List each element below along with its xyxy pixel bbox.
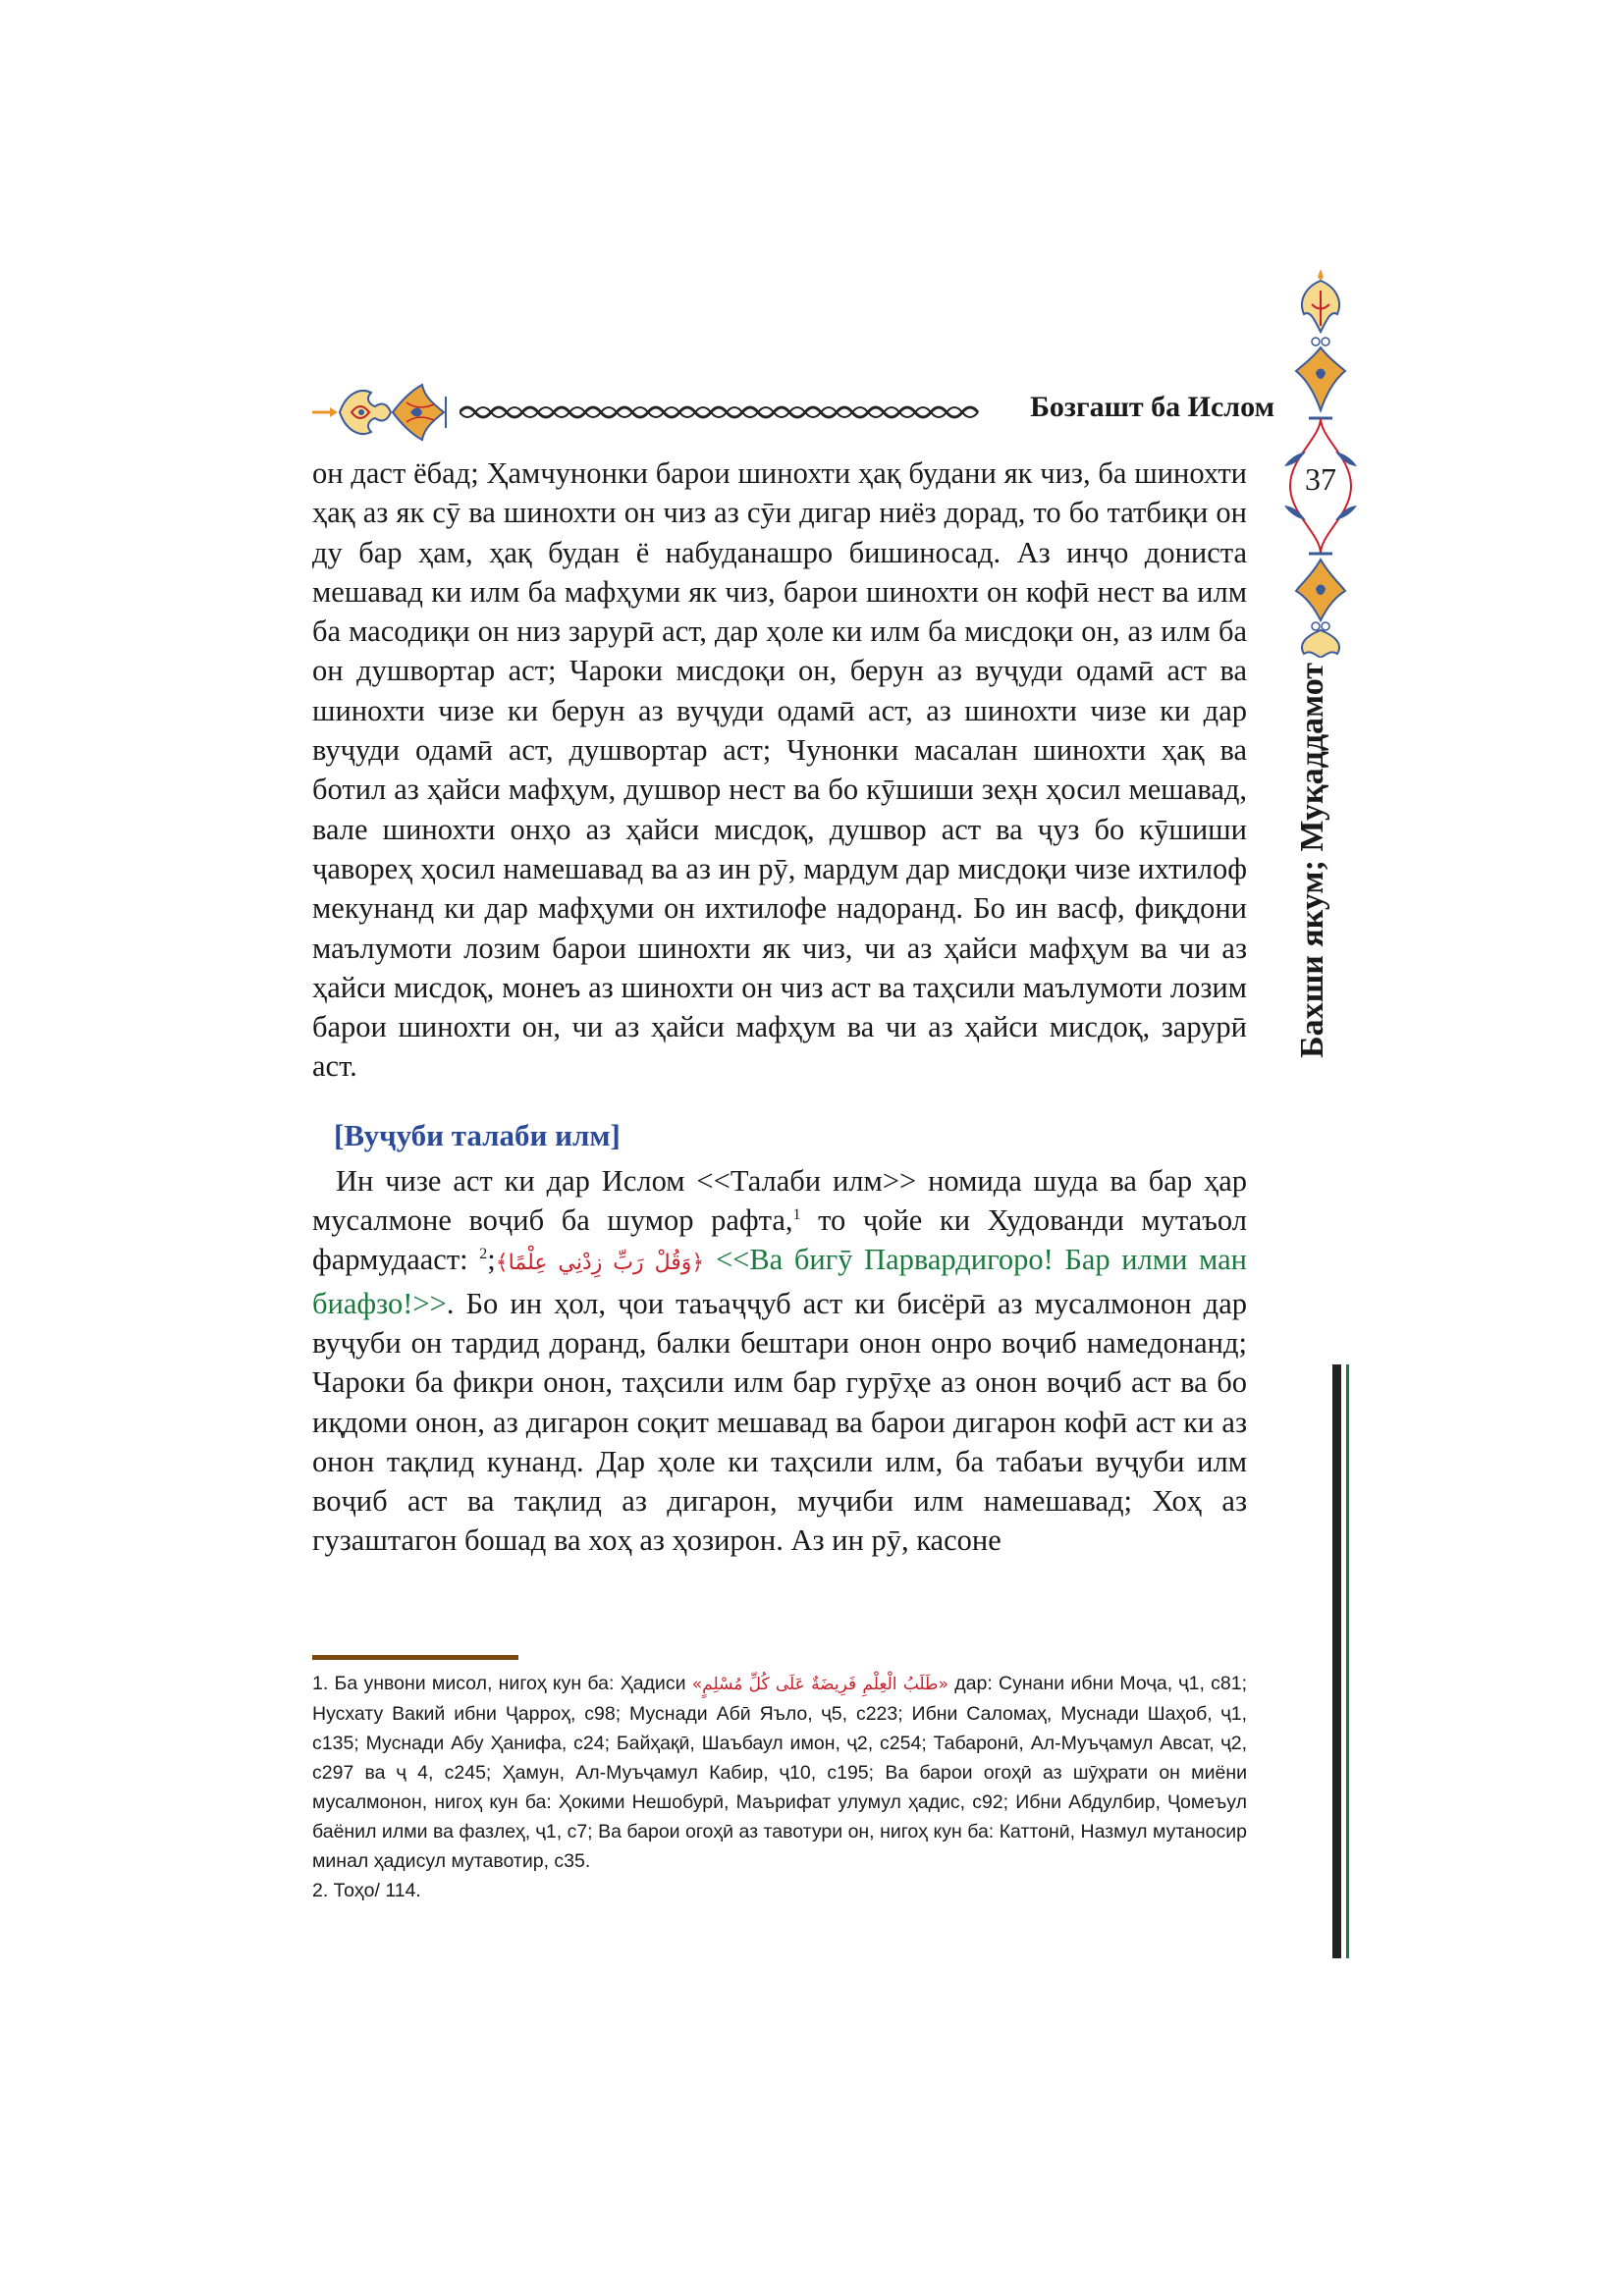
side-bar-green bbox=[1346, 1364, 1349, 1958]
side-column bbox=[1276, 265, 1365, 1993]
text-run: . Бо ин ҳол, ҷои таъаҷҷуб аст ки бисёрӣ аз мусалмонон дар вуҷуби он тардид доранд, балки бештари онон онро воҷиб намедонанд; Чароки ба фикри онон, таҳсили илм бар гурӯҳе аз онон воҷиб аст ва бо иқдоми онон, аз дигарон соқит мешавад ва барои дигарон кофӣ аст ки аз онон тақлид кунанд. Дар ҳоле ки таҳсили илм, ба табаъи вуҷуби илм воҷиб аст ва тақлид аз дигарон, муҷиби илм намешавад; Хоҳ аз гузаштагон бошад ва хоҳ аз ҳозирон. Аз ин рӯ, касоне bbox=[312, 1286, 1247, 1558]
running-title: Бозгашт ба Ислом bbox=[1030, 391, 1274, 423]
text-run: дар: Сунани ибни Моҷа, ҷ1, с81; Нусхату Вакий ибни Ҷарроҳ, с98; Муснади Абӣ Яъло, ҷ5, с223; Ибни Саломаҳ, Муснади Шаҳоб, ҷ1, с135; Муснади Абу Ҳанифа, с24; Байҳақӣ, Шаъбаул имон, ҷ2, с254; Табаронӣ, Ал-Муъҷамул Авсат, ҷ2, с297 ва ҷ 4, с245; Ҳамун, Ал-Муъҷамул Кабир, ҷ10, с195; Ва барои огоҳӣ аз шӯҳрати он миёни мусалмонон, нигоҳ кун ба: Ҳокими Нешобурӣ, Маърифат улумул ҳадис, с92; Ибни Абдулбир, Ҷомеъул баёнил илми ва фазлеҳ, ҷ1, с7; Ва барои огоҳӣ аз тавотури он, нигоҳ кун ба: Каттонӣ, Назмул мутаносир минал ҳадисул мутавотир, с35. bbox=[312, 1673, 1247, 1872]
section-heading: [Вуҷуби талаби илм] bbox=[334, 1117, 621, 1152]
footnote-1 bbox=[312, 1669, 1247, 1876]
section-side-title: Бахши якум; Муқаддамот bbox=[1294, 663, 1330, 1058]
verse-translation: <<Ва бигӯ Парвардигоро! Бар илми ман биафзо!>> bbox=[312, 1243, 1247, 1320]
text-run: Ин чизе аст ки дар Ислом <<Талаби илм>> номида шуда ва бар ҳар мусалмоне воҷиб ба шумор рафта, bbox=[312, 1163, 1247, 1238]
page-header bbox=[312, 383, 1274, 442]
footnote-ref[interactable]: 2 bbox=[479, 1246, 488, 1263]
text-run: 1. Ба унвони мисол, нигоҳ кун ба: Ҳадиси bbox=[312, 1673, 692, 1694]
wave-line-icon bbox=[460, 400, 980, 424]
text-run: то ҷойе ки Худованди мутаъол фармудааст: bbox=[312, 1203, 1247, 1277]
arabesque-ornament-icon bbox=[312, 383, 469, 442]
side-title-wrap bbox=[1293, 663, 1332, 1369]
paragraph bbox=[312, 1161, 1247, 1561]
side-bar-black bbox=[1332, 1364, 1341, 1958]
page-number: 37 bbox=[1305, 461, 1336, 497]
text-run: ; bbox=[487, 1243, 496, 1277]
footnote-ref[interactable]: 1 bbox=[792, 1205, 801, 1223]
paragraph: он даст ёбад; Ҳамчунонки барои шинохти ҳақ будани як чиз, ба шинохти ҳақ аз як сӯ ва шинохти он чиз аз сӯи дигар ниёз дорад, то бо татбиқи он ду бар ҳам, ҳақ будан ё набуданашро бишиносад. Аз инҷо дониста мешавад ки илм ба мафҳуми як чиз, барои шинохти он кофӣ нест ва илм ба масодиқи он низ зарурӣ аст, дар ҳоле ки илм ба мисдоқи он, аз илм ба он душвортар аст; Чароки мисдоқи он, берун аз вуҷуди одамӣ аст ва шинохти чизе ки берун аз вуҷуди одамӣ аст, аз шинохти чизе ки дар вуҷуди одамӣ аст, душвортар аст; Чунонки масалан шинохти ҳақ ва ботил аз ҳайси мафҳум, душвор нест ва бо кӯшиши зеҳн ҳосил мешавад, вале шинохти онҳо аз ҳайси мисдоқ, душвор аст ва ҷуз бо кӯшиши ҷавореҳ ҳосил намешавад ва аз ин рӯ, мардум дар мисдоқи чизе ихтилоф мекунанд ки дар мафҳуми он ихтилофе надоранд. Бо ин васф, фиқдони маълумоти лозим барои шинохти як чиз, чи аз ҳайси мафҳум ва чи аз ҳайси мисдоқ, монеъ аз шинохти он чиз аст ва таҳсили маълумоти лозим барои шинохти он, чи аз ҳайси мафҳум ва чи аз ҳайси мисдоқ, зарурӣ аст. bbox=[312, 456, 1247, 1084]
main-text bbox=[312, 454, 1247, 1561]
quran-verse: ﴿وَقُلْ رَبِّ زِدْنِي عِلْمًا﴾ bbox=[495, 1251, 705, 1276]
hadith-arabic: «طَلَبُ الْعِلْمِ فَرِيضَةٌ عَلَى كُلِّ مُسْلِمٍ» bbox=[691, 1675, 948, 1694]
footnote-2: 2. Тоҳо/ 114. bbox=[312, 1880, 421, 1901]
footnote-rule bbox=[312, 1655, 518, 1660]
footnotes bbox=[312, 1669, 1247, 1905]
